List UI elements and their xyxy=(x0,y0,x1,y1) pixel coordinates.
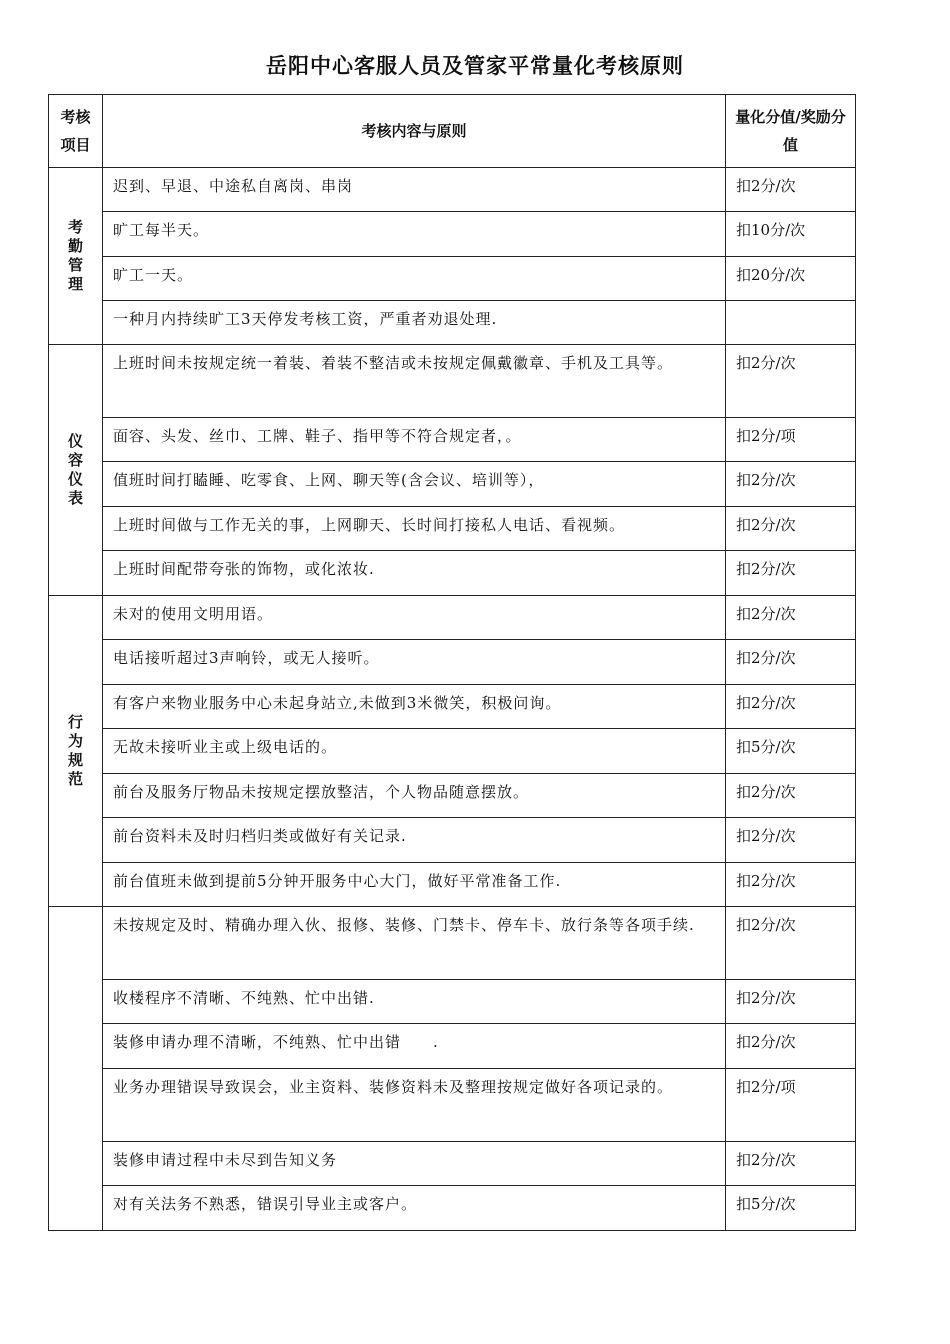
rule-score: 扣2分/次 xyxy=(726,551,856,596)
rule-score: 扣2分/次 xyxy=(726,980,856,1024)
rule-content: 一种月内持续旷工3天停发考核工资，严重者劝退处理. xyxy=(103,301,726,345)
category-cell xyxy=(49,907,103,1231)
table-row xyxy=(49,596,856,640)
rule-content: 前台值班未做到提前5分钟开服务中心大门，做好平常准备工作. xyxy=(103,863,726,907)
rule-content: 业务办理错误导致误会，业主资料、装修资料未及整理按规定做好各项记录的。 xyxy=(103,1069,726,1142)
rule-score: 扣2分/次 xyxy=(726,1024,856,1069)
rule-content: 前台及服务厅物品未按规定摆放整洁，个人物品随意摆放。 xyxy=(103,774,726,818)
rule-score: 扣2分/次 xyxy=(726,1142,856,1186)
rule-content: 上班时间配带夸张的饰物，或化浓妆. xyxy=(103,551,726,596)
table-row xyxy=(49,462,856,507)
rule-score: 扣5分/次 xyxy=(726,1186,856,1231)
table-row xyxy=(49,774,856,818)
category-cell xyxy=(49,596,103,907)
category-cell xyxy=(49,345,103,596)
category-label: 行为规范 xyxy=(67,713,83,788)
rule-content: 面容、头发、丝巾、工牌、鞋子、指甲等不符合规定者，。 xyxy=(103,418,726,462)
rule-score: 扣2分/次 xyxy=(726,596,856,640)
rule-content: 有客户来物业服务中心未起身站立,未做到3米微笑，积极问询。 xyxy=(103,685,726,729)
category-label: 考勤管理 xyxy=(67,218,83,293)
rule-content: 装修申请办理不清晰，不纯熟、忙中出错 . xyxy=(103,1024,726,1069)
rule-score: 扣10分/次 xyxy=(726,212,856,257)
rule-score: 扣2分/次 xyxy=(726,462,856,507)
table-row xyxy=(49,640,856,685)
rule-content: 上班时间做与工作无关的事，上网聊天、长时间打接私人电话、看视频。 xyxy=(103,507,726,551)
rule-content: 对有关法务不熟悉，错误引导业主或客户。 xyxy=(103,1186,726,1231)
rule-content: 迟到、早退、中途私自离岗、串岗 xyxy=(103,168,726,212)
table-row xyxy=(49,907,856,980)
table-row xyxy=(49,729,856,774)
rule-score: 扣2分/次 xyxy=(726,345,856,418)
rule-content: 旷工一天。 xyxy=(103,257,726,301)
rule-score: 扣2分/次 xyxy=(726,685,856,729)
rule-content: 无故未接听业主或上级电话的。 xyxy=(103,729,726,774)
table-row xyxy=(49,551,856,596)
rule-score: 扣2分/次 xyxy=(726,818,856,863)
table-row xyxy=(49,1142,856,1186)
table-row xyxy=(49,685,856,729)
table-row xyxy=(49,818,856,863)
table-row xyxy=(49,507,856,551)
rule-content: 值班时间打瞌睡、吃零食、上网、聊天等(含会议、培训等）， xyxy=(103,462,726,507)
rule-content: 收楼程序不清晰、不纯熟、忙中出错. xyxy=(103,980,726,1024)
table-row xyxy=(49,1069,856,1142)
category-label: 仪容仪表 xyxy=(67,432,83,507)
rule-content: 电话接听超过3声响铃，或无人接听。 xyxy=(103,640,726,685)
rule-content: 未对的使用文明用语。 xyxy=(103,596,726,640)
rule-score: 扣2分/次 xyxy=(726,907,856,980)
header-score: 量化分值/奖励分值 xyxy=(726,95,856,168)
table-header-row xyxy=(49,95,856,168)
table-row xyxy=(49,301,856,345)
table-row xyxy=(49,863,856,907)
table-row xyxy=(49,168,856,212)
rule-content: 未按规定及时、精确办理入伙、报修、装修、门禁卡、停车卡、放行条等各项手续. xyxy=(103,907,726,980)
rule-score: 扣5分/次 xyxy=(726,729,856,774)
table-row xyxy=(49,1186,856,1231)
rule-content: 前台资料未及时归档归类或做好有关记录. xyxy=(103,818,726,863)
assessment-table xyxy=(48,94,856,1231)
table-row xyxy=(49,345,856,418)
rule-score: 扣2分/次 xyxy=(726,507,856,551)
category-cell xyxy=(49,168,103,345)
rule-score: 扣20分/次 xyxy=(726,257,856,301)
header-category: 考核项目 xyxy=(49,95,103,168)
rule-content: 装修申请过程中未尽到告知义务 xyxy=(103,1142,726,1186)
table-row xyxy=(49,980,856,1024)
rule-content: 旷工每半天。 xyxy=(103,212,726,257)
table-row xyxy=(49,1024,856,1069)
rule-score: 扣2分/次 xyxy=(726,168,856,212)
rule-content: 上班时间未按规定统一着装、着装不整洁或未按规定佩戴徽章、手机及工具等。 xyxy=(103,345,726,418)
table-row xyxy=(49,212,856,257)
rule-score: 扣2分/项 xyxy=(726,418,856,462)
header-content: 考核内容与原则 xyxy=(103,95,726,168)
table-row xyxy=(49,418,856,462)
rule-score: 扣2分/次 xyxy=(726,774,856,818)
rule-score: 扣2分/项 xyxy=(726,1069,856,1142)
table-body xyxy=(49,168,856,1231)
table-row xyxy=(49,257,856,301)
rule-score xyxy=(726,301,856,345)
rule-score: 扣2分/次 xyxy=(726,863,856,907)
page-title: 岳阳中心客服人员及管家平常量化考核原则 xyxy=(266,54,684,78)
rule-score: 扣2分/次 xyxy=(726,640,856,685)
